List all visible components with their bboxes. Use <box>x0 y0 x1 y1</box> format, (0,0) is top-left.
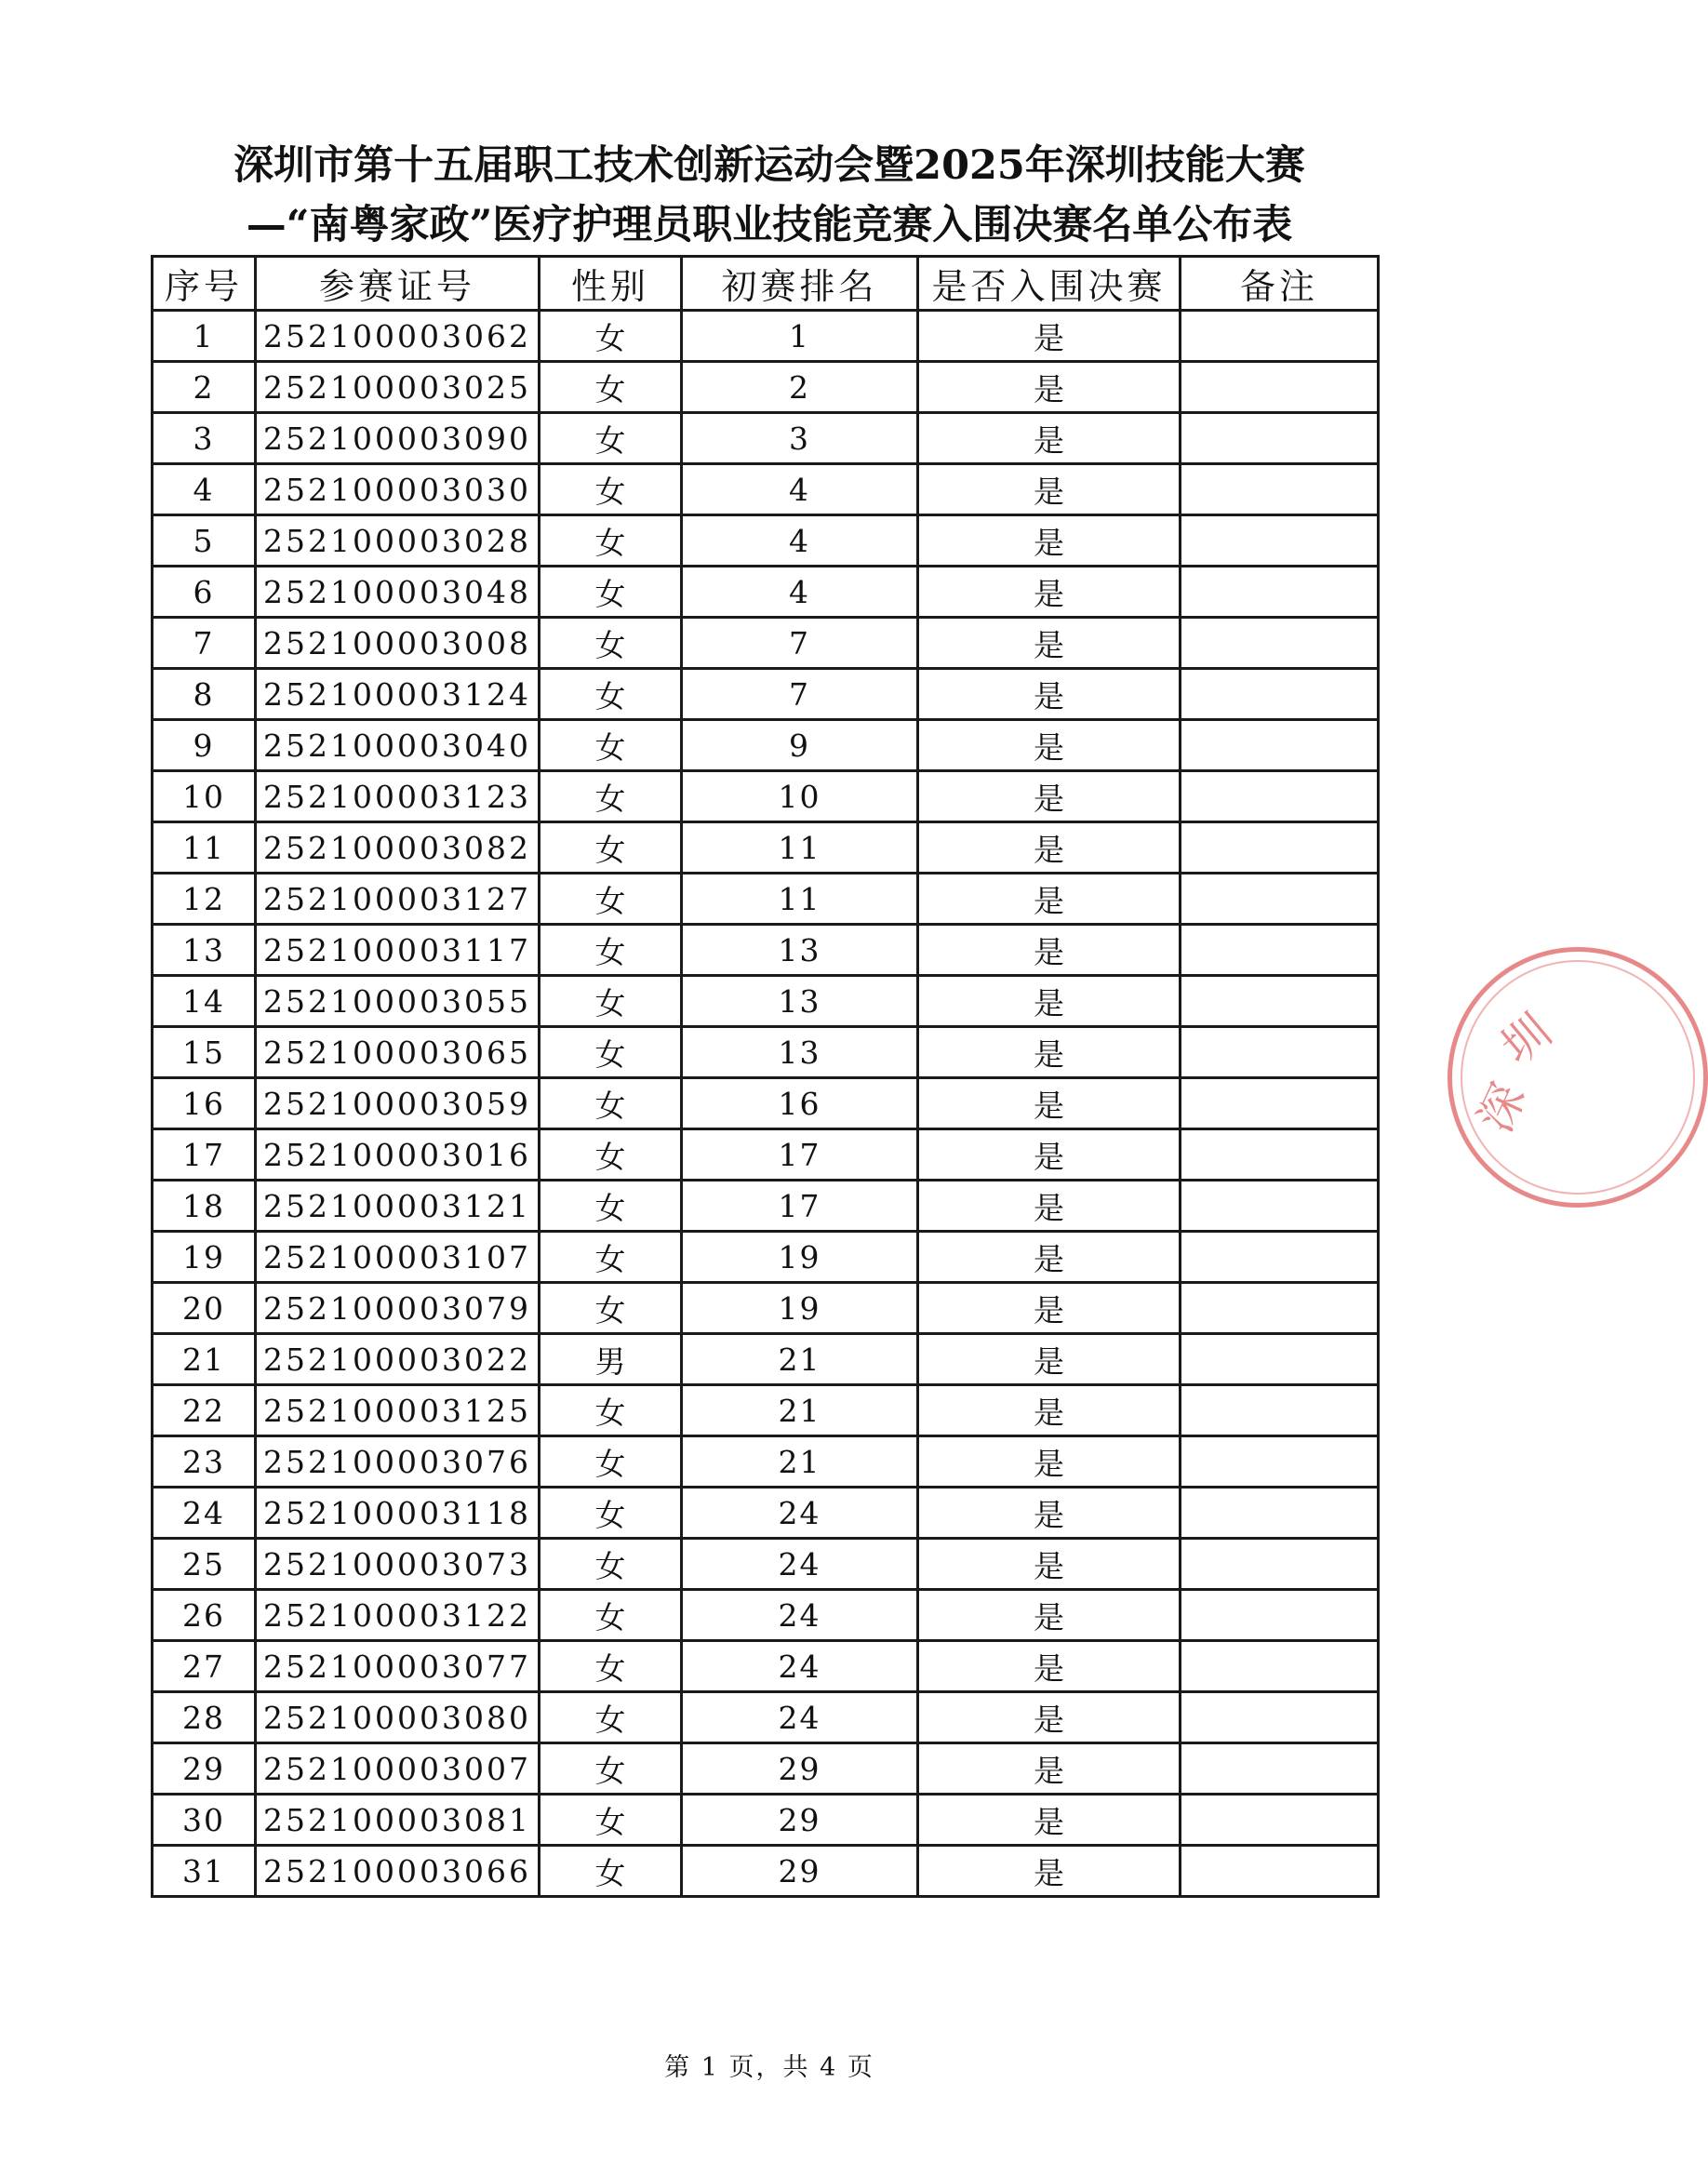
cell-final: 是 <box>918 1846 1181 1897</box>
cell-id: 252100003127 <box>256 874 540 925</box>
cell-final: 是 <box>918 413 1181 464</box>
table-row <box>153 1795 1379 1846</box>
table-row <box>153 515 1379 567</box>
cell-rank: 13 <box>682 925 918 976</box>
cell-final: 是 <box>918 1334 1181 1385</box>
cell-id: 252100003077 <box>256 1641 540 1692</box>
cell-gender: 女 <box>540 874 682 925</box>
header-seq: 序号 <box>153 257 256 311</box>
cell-seq: 23 <box>153 1436 256 1488</box>
table-row <box>153 669 1379 720</box>
cell-final: 是 <box>918 669 1181 720</box>
cell-id: 252100003028 <box>256 515 540 567</box>
cell-final: 是 <box>918 618 1181 669</box>
cell-seq: 2 <box>153 362 256 413</box>
table-row <box>153 1027 1379 1078</box>
cell-seq: 1 <box>153 311 256 362</box>
table-row <box>153 1232 1379 1283</box>
cell-gender: 女 <box>540 1692 682 1743</box>
cell-rank: 17 <box>682 1129 918 1181</box>
cell-remark <box>1181 1436 1379 1488</box>
table-row <box>153 720 1379 771</box>
cell-final: 是 <box>918 567 1181 618</box>
cell-gender: 女 <box>540 1795 682 1846</box>
table-row <box>153 618 1379 669</box>
cell-gender: 女 <box>540 1385 682 1436</box>
cell-rank: 2 <box>682 362 918 413</box>
table-row <box>153 464 1379 515</box>
table-row <box>153 1385 1379 1436</box>
cell-id: 252100003055 <box>256 976 540 1027</box>
cell-remark <box>1181 1795 1379 1846</box>
cell-gender: 女 <box>540 925 682 976</box>
cell-gender: 女 <box>540 311 682 362</box>
table-row <box>153 1283 1379 1334</box>
cell-rank: 4 <box>682 567 918 618</box>
cell-rank: 29 <box>682 1743 918 1795</box>
cell-rank: 11 <box>682 822 918 874</box>
cell-seq: 3 <box>153 413 256 464</box>
cell-rank: 7 <box>682 618 918 669</box>
cell-rank: 24 <box>682 1641 918 1692</box>
cell-final: 是 <box>918 976 1181 1027</box>
cell-id: 252100003124 <box>256 669 540 720</box>
cell-remark <box>1181 720 1379 771</box>
cell-rank: 7 <box>682 669 918 720</box>
cell-seq: 6 <box>153 567 256 618</box>
table-row <box>153 311 1379 362</box>
table-row <box>153 1129 1379 1181</box>
cell-id: 252100003122 <box>256 1590 540 1641</box>
table-row <box>153 976 1379 1027</box>
cell-rank: 21 <box>682 1334 918 1385</box>
cell-gender: 女 <box>540 1539 682 1590</box>
cell-rank: 24 <box>682 1590 918 1641</box>
cell-final: 是 <box>918 1078 1181 1129</box>
cell-gender: 女 <box>540 464 682 515</box>
cell-id: 252100003059 <box>256 1078 540 1129</box>
finalist-table <box>151 255 1380 1898</box>
cell-final: 是 <box>918 1129 1181 1181</box>
cell-id: 252100003076 <box>256 1436 540 1488</box>
seal-char: 深 <box>1467 1075 1537 1141</box>
cell-rank: 24 <box>682 1692 918 1743</box>
cell-final: 是 <box>918 720 1181 771</box>
cell-rank: 13 <box>682 976 918 1027</box>
cell-rank: 10 <box>682 771 918 822</box>
page-footer: 第 1 页，共 4 页 <box>664 2053 874 2082</box>
cell-remark <box>1181 669 1379 720</box>
cell-rank: 4 <box>682 464 918 515</box>
cell-seq: 21 <box>153 1334 256 1385</box>
cell-rank: 19 <box>682 1232 918 1283</box>
cell-rank: 19 <box>682 1283 918 1334</box>
table-row <box>153 874 1379 925</box>
cell-final: 是 <box>918 874 1181 925</box>
cell-final: 是 <box>918 1641 1181 1692</box>
cell-id: 252100003073 <box>256 1539 540 1590</box>
cell-remark <box>1181 1743 1379 1795</box>
header-rank: 初赛排名 <box>682 257 918 311</box>
cell-gender: 女 <box>540 567 682 618</box>
cell-final: 是 <box>918 1488 1181 1539</box>
table-row <box>153 1692 1379 1743</box>
cell-seq: 13 <box>153 925 256 976</box>
cell-id: 252100003025 <box>256 362 540 413</box>
cell-remark <box>1181 1590 1379 1641</box>
cell-seq: 15 <box>153 1027 256 1078</box>
cell-id: 252100003123 <box>256 771 540 822</box>
cell-remark <box>1181 1027 1379 1078</box>
table-row <box>153 822 1379 874</box>
cell-final: 是 <box>918 1692 1181 1743</box>
cell-rank: 13 <box>682 1027 918 1078</box>
table-row <box>153 413 1379 464</box>
cell-remark <box>1181 1692 1379 1743</box>
cell-remark <box>1181 1539 1379 1590</box>
cell-seq: 11 <box>153 822 256 874</box>
cell-remark <box>1181 822 1379 874</box>
cell-id: 252100003040 <box>256 720 540 771</box>
cell-gender: 女 <box>540 1283 682 1334</box>
cell-seq: 24 <box>153 1488 256 1539</box>
cell-final: 是 <box>918 771 1181 822</box>
cell-gender: 女 <box>540 771 682 822</box>
cell-seq: 14 <box>153 976 256 1027</box>
cell-remark <box>1181 976 1379 1027</box>
table-row <box>153 1846 1379 1897</box>
cell-final: 是 <box>918 1590 1181 1641</box>
cell-seq: 19 <box>153 1232 256 1283</box>
cell-seq: 27 <box>153 1641 256 1692</box>
cell-id: 252100003125 <box>256 1385 540 1436</box>
cell-seq: 18 <box>153 1181 256 1232</box>
cell-remark <box>1181 1846 1379 1897</box>
cell-id: 252100003107 <box>256 1232 540 1283</box>
cell-id: 252100003080 <box>256 1692 540 1743</box>
seal-inner-ring <box>1461 960 1695 1195</box>
header-remark: 备注 <box>1181 257 1379 311</box>
cell-rank: 29 <box>682 1846 918 1897</box>
cell-final: 是 <box>918 822 1181 874</box>
cell-remark <box>1181 874 1379 925</box>
cell-remark <box>1181 1334 1379 1385</box>
table-row <box>153 925 1379 976</box>
table-row <box>153 1334 1379 1385</box>
cell-gender: 女 <box>540 1181 682 1232</box>
cell-final: 是 <box>918 1232 1181 1283</box>
cell-remark <box>1181 618 1379 669</box>
cell-remark <box>1181 464 1379 515</box>
table-row <box>153 771 1379 822</box>
cell-final: 是 <box>918 1385 1181 1436</box>
cell-final: 是 <box>918 1181 1181 1232</box>
cell-id: 252100003048 <box>256 567 540 618</box>
cell-seq: 31 <box>153 1846 256 1897</box>
table-row <box>153 1436 1379 1488</box>
cell-seq: 4 <box>153 464 256 515</box>
cell-remark <box>1181 1232 1379 1283</box>
cell-id: 252100003121 <box>256 1181 540 1232</box>
cell-remark <box>1181 567 1379 618</box>
cell-remark <box>1181 311 1379 362</box>
cell-rank: 9 <box>682 720 918 771</box>
table-row <box>153 1590 1379 1641</box>
cell-seq: 17 <box>153 1129 256 1181</box>
cell-gender: 女 <box>540 1641 682 1692</box>
cell-gender: 女 <box>540 1590 682 1641</box>
cell-remark <box>1181 1385 1379 1436</box>
cell-rank: 1 <box>682 311 918 362</box>
table-row <box>153 1641 1379 1692</box>
cell-id: 252100003007 <box>256 1743 540 1795</box>
header-gender: 性别 <box>540 257 682 311</box>
cell-gender: 女 <box>540 1743 682 1795</box>
header-id: 参赛证号 <box>256 257 540 311</box>
cell-seq: 8 <box>153 669 256 720</box>
cell-final: 是 <box>918 1795 1181 1846</box>
cell-final: 是 <box>918 925 1181 976</box>
table-row <box>153 567 1379 618</box>
cell-final: 是 <box>918 1743 1181 1795</box>
cell-final: 是 <box>918 1539 1181 1590</box>
cell-rank: 17 <box>682 1181 918 1232</box>
cell-rank: 21 <box>682 1385 918 1436</box>
table-row <box>153 1743 1379 1795</box>
document-title-line2: —“南粤家政”医疗护理员职业技能竞赛入围决赛名单公布表 <box>246 202 1293 248</box>
cell-rank: 21 <box>682 1436 918 1488</box>
cell-rank: 29 <box>682 1795 918 1846</box>
table-body <box>153 311 1379 1897</box>
cell-rank: 3 <box>682 413 918 464</box>
table-row <box>153 362 1379 413</box>
cell-seq: 29 <box>153 1743 256 1795</box>
cell-final: 是 <box>918 1027 1181 1078</box>
table-row <box>153 1181 1379 1232</box>
cell-seq: 9 <box>153 720 256 771</box>
cell-rank: 24 <box>682 1539 918 1590</box>
cell-remark <box>1181 1078 1379 1129</box>
cell-gender: 女 <box>540 515 682 567</box>
cell-seq: 26 <box>153 1590 256 1641</box>
seal-char: 圳 <box>1490 1003 1562 1075</box>
cell-id: 252100003066 <box>256 1846 540 1897</box>
cell-id: 252100003118 <box>256 1488 540 1539</box>
cell-final: 是 <box>918 362 1181 413</box>
cell-remark <box>1181 413 1379 464</box>
cell-gender: 女 <box>540 618 682 669</box>
cell-id: 252100003079 <box>256 1283 540 1334</box>
cell-remark <box>1181 1641 1379 1692</box>
cell-gender: 女 <box>540 720 682 771</box>
cell-gender: 女 <box>540 1129 682 1181</box>
cell-gender: 女 <box>540 1078 682 1129</box>
table-row <box>153 1078 1379 1129</box>
cell-rank: 24 <box>682 1488 918 1539</box>
cell-id: 252100003081 <box>256 1795 540 1846</box>
cell-gender: 女 <box>540 1488 682 1539</box>
cell-final: 是 <box>918 515 1181 567</box>
cell-final: 是 <box>918 311 1181 362</box>
red-seal-stamp <box>1448 947 1708 1208</box>
cell-gender: 女 <box>540 669 682 720</box>
table-header-row <box>153 257 1379 311</box>
cell-gender: 女 <box>540 822 682 874</box>
document-title-line1: 深圳市第十五届职工技术创新运动会暨2025年深圳技能大赛 <box>234 142 1305 189</box>
header-final: 是否入围决赛 <box>918 257 1181 311</box>
cell-id: 252100003090 <box>256 413 540 464</box>
cell-final: 是 <box>918 464 1181 515</box>
cell-id: 252100003082 <box>256 822 540 874</box>
cell-gender: 女 <box>540 1027 682 1078</box>
cell-final: 是 <box>918 1436 1181 1488</box>
table-row <box>153 1539 1379 1590</box>
cell-seq: 16 <box>153 1078 256 1129</box>
cell-gender: 女 <box>540 1232 682 1283</box>
cell-id: 252100003030 <box>256 464 540 515</box>
cell-gender: 女 <box>540 1436 682 1488</box>
cell-remark <box>1181 925 1379 976</box>
cell-rank: 4 <box>682 515 918 567</box>
cell-seq: 30 <box>153 1795 256 1846</box>
cell-remark <box>1181 771 1379 822</box>
cell-rank: 16 <box>682 1078 918 1129</box>
cell-id: 252100003065 <box>256 1027 540 1078</box>
cell-seq: 12 <box>153 874 256 925</box>
cell-gender: 女 <box>540 413 682 464</box>
cell-id: 252100003016 <box>256 1129 540 1181</box>
cell-rank: 11 <box>682 874 918 925</box>
cell-seq: 7 <box>153 618 256 669</box>
cell-seq: 22 <box>153 1385 256 1436</box>
cell-gender: 女 <box>540 362 682 413</box>
cell-remark <box>1181 1488 1379 1539</box>
cell-gender: 女 <box>540 976 682 1027</box>
cell-seq: 25 <box>153 1539 256 1590</box>
cell-gender: 男 <box>540 1334 682 1385</box>
cell-seq: 5 <box>153 515 256 567</box>
cell-gender: 女 <box>540 1846 682 1897</box>
cell-remark <box>1181 1129 1379 1181</box>
cell-remark <box>1181 515 1379 567</box>
cell-remark <box>1181 1283 1379 1334</box>
cell-remark <box>1181 1181 1379 1232</box>
cell-id: 252100003008 <box>256 618 540 669</box>
cell-id: 252100003062 <box>256 311 540 362</box>
cell-seq: 20 <box>153 1283 256 1334</box>
cell-remark <box>1181 362 1379 413</box>
table-row <box>153 1488 1379 1539</box>
cell-final: 是 <box>918 1283 1181 1334</box>
cell-seq: 28 <box>153 1692 256 1743</box>
cell-id: 252100003117 <box>256 925 540 976</box>
cell-seq: 10 <box>153 771 256 822</box>
cell-id: 252100003022 <box>256 1334 540 1385</box>
